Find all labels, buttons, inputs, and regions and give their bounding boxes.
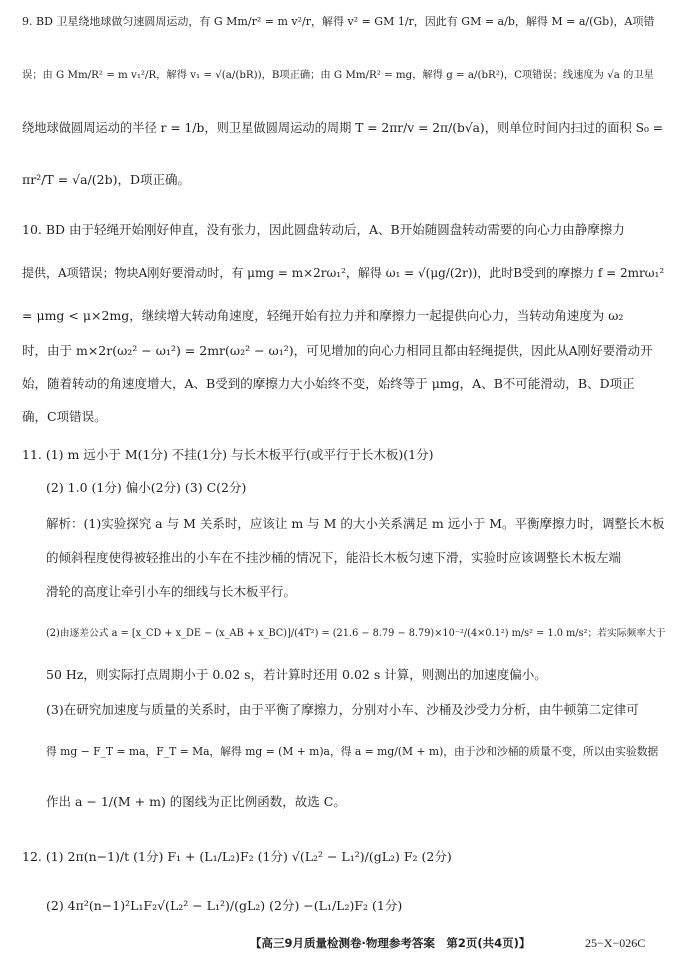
q10-line-3: = μmg < μ×2mg，继续增大转动角速度，轻绳开始有拉力并和摩擦力一起提供向心力，当转动角速度为 ω₂	[22, 308, 624, 323]
q12-line-2: (2) 4π²(n−1)²L₁F₂√(L₂² − L₁²)/(gL₂) (2分) −(L₁/L₂)F₂ (1分)	[46, 898, 403, 913]
footer-title: 【高三9月质量检测卷·物理参考答案 第2页(共4页)】	[250, 936, 531, 950]
q10-line-5: 始，随着转动的角速度增大，A、B受到的摩擦力大小始终不变，始终等于 μmg，A、B不可能滑动，B、D项正	[22, 376, 635, 391]
q11-line-6: (2)由逐差公式 a = [x_CD + x_DE − (x_AB + x_BC)]/(4T²) = (21.6 − 8.79 − 8.79)×10⁻²/(4×0.1²) m/s² = 1.0 m/s²；若实际频率大于	[46, 628, 666, 639]
q11-line-1: 11. (1) m 远小于 M(1分) 不挂(1分) 与长木板平行(或平行于长木板)(1分)	[22, 447, 434, 462]
q9-line-2: 误；由 G Mm/R² = m v₁²/R，解得 v₁ = √(a/(bR))，B项正确；由 G Mm/R² = mg，解得 g = a/(bR²)，C项错误；线速度为 √a 的卫星	[22, 69, 654, 81]
q11-line-3: 解析：(1)实验探究 a 与 M 关系时，应该让 m 与 M 的大小关系满足 m 远小于 M。平衡摩擦力时，调整长木板	[46, 516, 665, 531]
q9-line-1: 9. BD 卫星绕地球做匀速圆周运动，有 G Mm/r² = m v²/r，解得 v² = GM 1/r，因此有 GM = a/b，解得 M = a/(Gb)，A项错	[22, 15, 655, 28]
q11-line-10: 作出 a − 1/(M + m) 的图线为正比例函数，故选 C。	[46, 794, 346, 809]
q11-line-9: 得 mg − F_T = ma，F_T = Ma，解得 mg = (M + m)a，得 a = mg/(M + m)，由于沙和沙桶的质量不变，所以由实验数据	[46, 745, 659, 758]
q12-line-1: 12. (1) 2π(n−1)/t (1分) F₁ + (L₁/L₂)F₂ (1分) √(L₂² − L₁²)/(gL₂) F₂ (2分)	[22, 849, 452, 864]
q11-line-2: (2) 1.0 (1分) 偏小(2分) (3) C(2分)	[46, 480, 247, 495]
q10-line-1: 10. BD 由于轻绳开始刚好伸直，没有张力，因此圆盘转动后，A、B开始随圆盘转动需要的向心力由静摩擦力	[22, 222, 625, 237]
q10-line-4: 时，由于 m×2r(ω₂² − ω₁²) = 2mr(ω₂² − ω₁²)，可见增加的向心力相同且都由轻绳提供，因此从A刚好要滑动开	[22, 343, 653, 358]
q10-line-2: 提供，A项错误；物块A刚好要滑动时，有 μmg = m×2rω₁²，解得 ω₁ = √(μg/(2r))，此时B受到的摩擦力 f = 2mrω₁²	[22, 266, 665, 280]
q11-line-4: 的倾斜程度使得被轻推出的小车在不挂沙桶的情况下，能沿长木板匀速下滑，实验时应该调整长木板左端	[46, 550, 622, 565]
q9-line-4: πr²/T = √a/(2b)，D项正确。	[22, 172, 191, 187]
q9-line-3: 绕地球做圆周运动的半径 r = 1/b，则卫星做圆周运动的周期 T = 2πr/v = 2π/(b√a)，则单位时间内扫过的面积 S₀ =	[22, 121, 664, 135]
footer-code: 25−X−026C	[585, 936, 646, 950]
q11-line-8: (3)在研究加速度与质量的关系时，由于平衡了摩擦力，分别对小车、沙桶及沙受力分析，由牛顿第二定律可	[46, 702, 639, 717]
q11-line-5: 滑轮的高度让牵引小车的细线与长木板平行。	[46, 584, 297, 599]
q10-line-6: 确，C项错误。	[22, 409, 107, 424]
q11-line-7: 50 Hz，则实际打点周期小于 0.02 s，若计算时还用 0.02 s 计算，则测出的加速度偏小。	[46, 667, 547, 682]
